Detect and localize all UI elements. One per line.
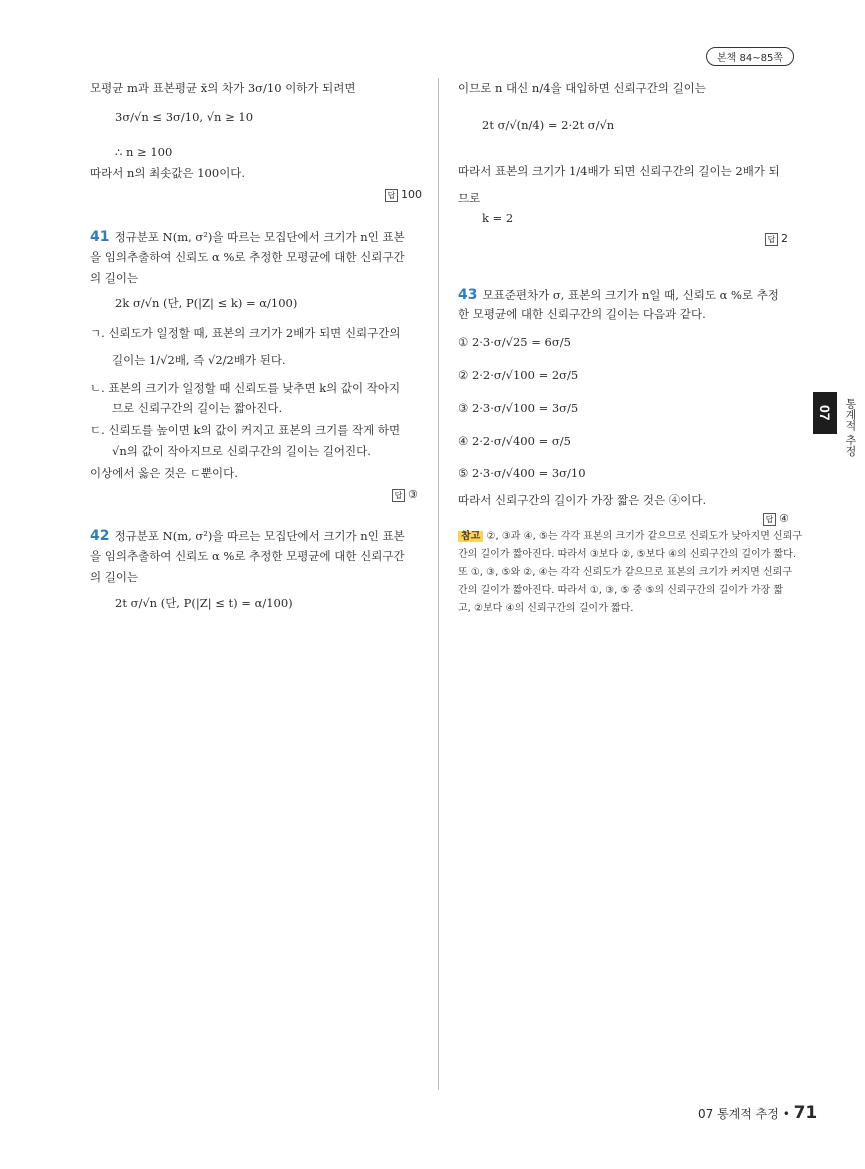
q42-line-2: 을 임의추출하여 신뢰도 α %로 추정한 모평균에 대한 신뢰구간 bbox=[90, 549, 405, 563]
cont-answer: 답 2 bbox=[765, 232, 788, 246]
q42-line-3: 의 길이는 bbox=[90, 570, 139, 584]
answer-icon: 답 bbox=[385, 189, 398, 202]
q43-option-5: ⑤ 2·3·σ/√400 = 3σ/10 bbox=[458, 466, 586, 480]
note-line-5: 고, ②보다 ④의 신뢰구간의 길이가 짧다. bbox=[458, 603, 634, 614]
answer-icon: 답 bbox=[765, 233, 778, 246]
q43-answer: 답 ④ bbox=[763, 512, 789, 526]
q41-line-9: ㄷ. 신뢰도를 높이면 k의 값이 커지고 표본의 크기를 작게 하면 bbox=[90, 423, 401, 437]
q41-line-11: 이상에서 옳은 것은 ㄷ뿐이다. bbox=[90, 466, 238, 480]
prev-answer: 답 100 bbox=[385, 188, 422, 202]
q43-option-4: ④ 2·2·σ/√400 = σ/5 bbox=[458, 434, 571, 448]
column-divider bbox=[438, 78, 439, 1090]
q43-line-2: 한 모평균에 대한 신뢰구간의 길이는 다음과 같다. bbox=[458, 307, 706, 321]
note-tag: 참고 bbox=[458, 531, 483, 542]
q41-line-2: 을 임의추출하여 신뢰도 α %로 추정한 모평균에 대한 신뢰구간 bbox=[90, 250, 405, 264]
footer-chapter: 07 통계적 추정 bbox=[698, 1107, 779, 1121]
q43-note bbox=[458, 528, 802, 618]
question-43-number: 43 bbox=[458, 287, 478, 303]
question-41-number: 41 bbox=[90, 229, 110, 245]
question-41 bbox=[90, 226, 405, 245]
q41-line-7: ㄴ. 표본의 크기가 일정할 때 신뢰도를 낮추면 k의 값이 작아지 bbox=[90, 381, 401, 395]
q43-option-2: ② 2·2·σ/√100 = 2σ/5 bbox=[458, 368, 579, 382]
cont-formula: 2t σ/√(n/4) = 2·2t σ/√n bbox=[482, 118, 615, 132]
q41-line-6: 길이는 1/√2배, 즉 √2/2배가 된다. bbox=[112, 353, 286, 367]
prev-line-1: 모평균 m과 표본평균 x̄의 차가 3σ/10 이하가 되려면 bbox=[90, 81, 356, 95]
q43-line-1: 모표준편차가 σ, 표본의 크기가 n일 때, 신뢰도 α %로 추정 bbox=[482, 288, 779, 302]
note-line-2: 간의 길이가 짧아진다. 따라서 ③보다 ②, ⑤보다 ④의 신뢰구간의 길이가 짧다. bbox=[458, 549, 797, 560]
q41-line-8: 므로 신뢰구간의 길이는 짧아진다. bbox=[112, 401, 283, 415]
question-42-number: 42 bbox=[90, 528, 110, 544]
q41-line-1: 정규분포 N(m, σ²)을 따르는 모집단에서 크기가 n인 표본 bbox=[114, 230, 405, 244]
q41-line-3: 의 길이는 bbox=[90, 271, 139, 285]
q41-answer: 답 ③ bbox=[392, 488, 418, 502]
chapter-number: 07 bbox=[813, 392, 837, 434]
note-line-1: 참고 ②, ③과 ④, ⑤는 각각 표본의 크기가 같으므로 신뢰도가 낮아지면 신뢰구 bbox=[458, 528, 802, 546]
page-footer bbox=[698, 1103, 817, 1123]
cont-line-3: 따라서 표본의 크기가 1/4배가 되면 신뢰구간의 길이는 2배가 되 bbox=[458, 164, 780, 178]
cont-line-5: k = 2 bbox=[482, 211, 514, 225]
question-43 bbox=[458, 284, 779, 303]
q42-line-1: 정규분포 N(m, σ²)을 따르는 모집단에서 크기가 n인 표본 bbox=[114, 529, 405, 543]
prev-line-2: 3σ/√n ≤ 3σ/10, √n ≥ 10 bbox=[115, 110, 254, 124]
q41-formula: 2k σ/√n (단, P(|Z| ≤ k) = α/100) bbox=[115, 296, 298, 310]
note-line-4: 간의 길이가 짧아진다. 따라서 ①, ③, ⑤ 중 ⑤의 신뢰구간의 길이가 가장 짧 bbox=[458, 585, 784, 596]
chapter-side-tab bbox=[813, 392, 865, 512]
cont-line-1: 이므로 n 대신 n/4을 대입하면 신뢰구간의 길이는 bbox=[458, 81, 706, 95]
prev-line-3: ∴ n ≥ 100 bbox=[115, 145, 173, 159]
footer-dot: • bbox=[782, 1107, 790, 1121]
q43-option-3: ③ 2·3·σ/√100 = 3σ/5 bbox=[458, 401, 579, 415]
cont-line-4: 므로 bbox=[458, 191, 481, 205]
prev-line-4: 따라서 n의 최솟값은 100이다. bbox=[90, 166, 246, 180]
answer-icon: 답 bbox=[763, 513, 776, 526]
q41-line-10: √n의 값이 작아지므로 신뢰구간의 길이는 길어진다. bbox=[112, 444, 371, 458]
question-42 bbox=[90, 525, 405, 544]
note-line-3: 또 ①, ③, ⑤와 ②, ④는 각각 신뢰도가 같으므로 표본의 크기가 커지면 신뢰구 bbox=[458, 567, 793, 578]
q43-option-1: ① 2·3·σ/√25 = 6σ/5 bbox=[458, 335, 571, 349]
q43-conclusion: 따라서 신뢰구간의 길이가 가장 짧은 것은 ④이다. bbox=[458, 493, 707, 507]
page-reference-badge: 본책 84~85쪽 bbox=[706, 47, 794, 66]
page-number: 71 bbox=[793, 1103, 818, 1123]
q42-formula: 2t σ/√n (단, P(|Z| ≤ t) = α/100) bbox=[115, 596, 293, 610]
answer-icon: 답 bbox=[392, 489, 405, 502]
chapter-name: 통계적 추정 bbox=[844, 398, 857, 457]
q41-line-5: ㄱ. 신뢰도가 일정할 때, 표본의 크기가 2배가 되면 신뢰구간의 bbox=[90, 326, 401, 340]
